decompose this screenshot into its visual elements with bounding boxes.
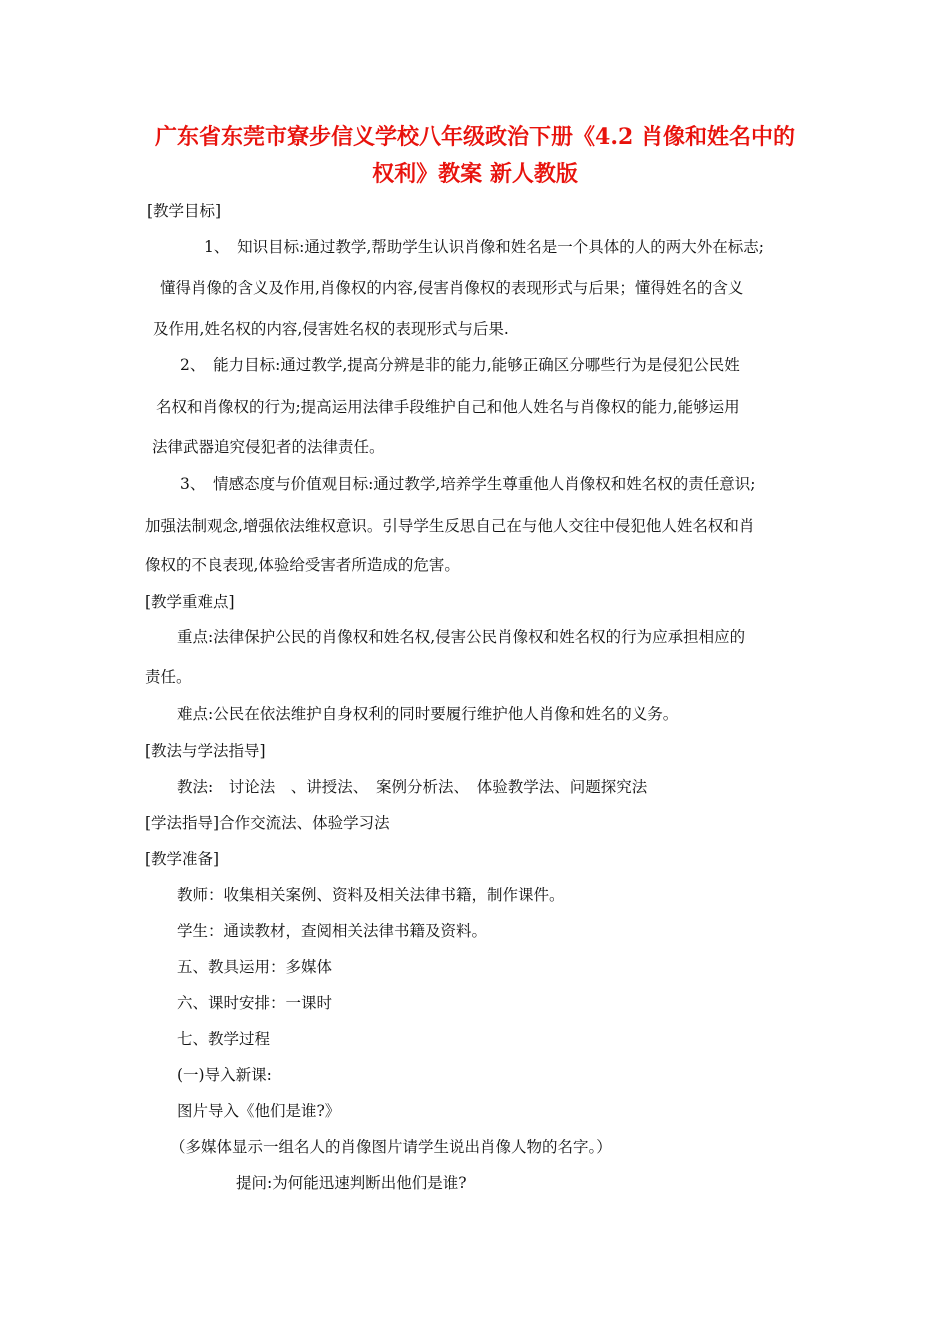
paragraph-line: 五、教具运用：多媒体 <box>177 958 333 976</box>
paragraph-line: 教师：收集相关案例、资料及相关法律书籍，制作课件。 <box>177 886 565 904</box>
paragraph-line: 责任。 <box>145 668 192 686</box>
paragraph-line: 名权和肖像权的行为;提高运用法律手段维护自己和他人姓名与肖像权的能力,能够运用 <box>156 398 740 416</box>
paragraph-line: 七、教学过程 <box>177 1030 271 1048</box>
paragraph-line: 及作用,姓名权的内容,侵害姓名权的表现形式与后果. <box>153 320 509 338</box>
paragraph-line: 图片导入《他们是谁?》 <box>177 1102 341 1120</box>
paragraph-line: 2、 能力目标:通过教学,提高分辨是非的能力,能够正确区分哪些行为是侵犯公民姓 <box>180 356 740 374</box>
heading-key-points: [教学重难点] <box>145 593 235 611</box>
paragraph-line: 3、 情感态度与价值观目标:通过教学,培养学生尊重他人肖像权和姓名权的责任意识; <box>180 475 756 493</box>
paragraph-line: （多媒体显示一组名人的肖像图片请学生说出肖像人物的名字。） <box>170 1138 612 1156</box>
paragraph-line: 提问:为何能迅速判断出他们是谁? <box>236 1174 467 1192</box>
paragraph-line: 加强法制观念,增强依法维权意识。引导学生反思自己在与他人交往中侵犯他人姓名权和肖 <box>145 517 755 535</box>
paragraph-line: (一)导入新课: <box>177 1066 272 1084</box>
paragraph-line: 六、课时安排：一课时 <box>177 994 333 1012</box>
paragraph-line: 像权的不良表现,体验给受害者所造成的危害。 <box>145 556 460 574</box>
document-title-line-1: 广东省东莞市寮步信义学校八年级政治下册《4.2 肖像和姓名中的 <box>155 124 795 150</box>
heading-teaching-goals: [教学目标] <box>147 202 222 220</box>
paragraph-line: 学生：通读教材，查阅相关法律书籍及资料。 <box>177 922 488 940</box>
heading-teaching-methods: [教法与学法指导] <box>145 742 266 760</box>
paragraph-line: 重点:法律保护公民的肖像权和姓名权,侵害公民肖像权和姓名权的行为应承担相应的 <box>177 628 746 646</box>
paragraph-line: 教法: 讨论法 、讲授法、 案例分析法、 体验教学法、问题探究法 <box>177 778 648 796</box>
paragraph-line: 懂得肖像的含义及作用,肖像权的内容,侵害肖像权的表现形式与后果；懂得姓名的含义 <box>160 279 744 297</box>
paragraph-line: 难点:公民在依法维护自身权利的同时要履行维护他人肖像和姓名的义务。 <box>177 705 679 723</box>
heading-learning-methods: [学法指导]合作交流法、体验学习法 <box>145 814 390 832</box>
paragraph-line: 1、 知识目标:通过教学,帮助学生认识肖像和姓名是一个具体的人的两大外在标志; <box>204 238 764 256</box>
paragraph-line: 法律武器追究侵犯者的法律责任。 <box>152 438 385 456</box>
heading-teaching-preparation: [教学准备] <box>145 850 220 868</box>
document-title-line-2: 权利》教案 新人教版 <box>372 161 578 187</box>
